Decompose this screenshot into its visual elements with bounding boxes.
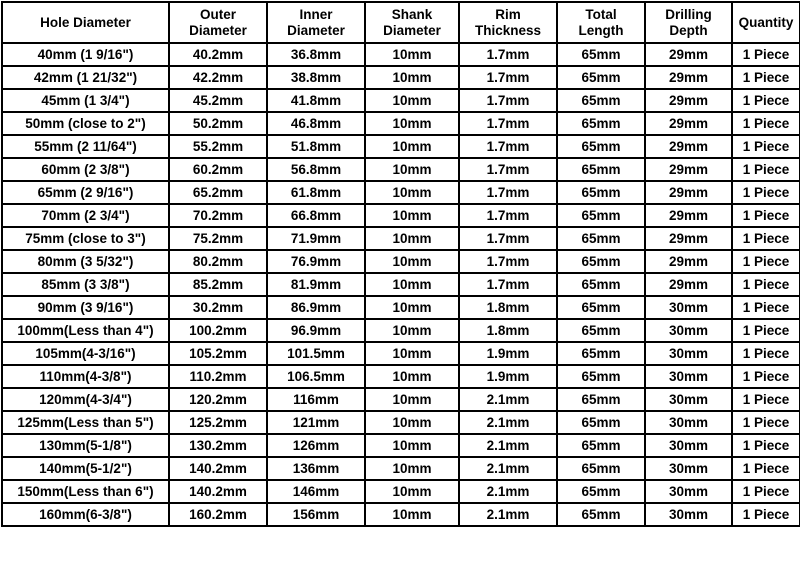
cell-total-length: 65mm (557, 365, 645, 388)
cell-shank-diameter: 10mm (365, 365, 459, 388)
cell-shank-diameter: 10mm (365, 204, 459, 227)
table-row (2, 365, 800, 388)
cell-hole-diameter: 90mm (3 9/16") (2, 296, 169, 319)
cell-drilling-depth: 29mm (645, 158, 732, 181)
header-rim-thickness: Rim Thickness (459, 2, 557, 43)
cell-total-length: 65mm (557, 273, 645, 296)
cell-drilling-depth: 29mm (645, 89, 732, 112)
cell-hole-diameter: 42mm (1 21/32") (2, 66, 169, 89)
header-row (2, 2, 800, 43)
cell-drilling-depth: 30mm (645, 319, 732, 342)
cell-total-length: 65mm (557, 388, 645, 411)
cell-outer-diameter: 75.2mm (169, 227, 267, 250)
cell-shank-diameter: 10mm (365, 296, 459, 319)
table-row (2, 411, 800, 434)
cell-shank-diameter: 10mm (365, 43, 459, 66)
cell-hole-diameter: 55mm (2 11/64") (2, 135, 169, 158)
table-row (2, 181, 800, 204)
cell-hole-diameter: 45mm (1 3/4") (2, 89, 169, 112)
cell-drilling-depth: 29mm (645, 66, 732, 89)
cell-shank-diameter: 10mm (365, 411, 459, 434)
cell-drilling-depth: 30mm (645, 388, 732, 411)
cell-shank-diameter: 10mm (365, 250, 459, 273)
cell-hole-diameter: 130mm(5-1/8") (2, 434, 169, 457)
cell-outer-diameter: 80.2mm (169, 250, 267, 273)
table-row (2, 388, 800, 411)
cell-drilling-depth: 30mm (645, 296, 732, 319)
cell-quantity: 1 Piece (732, 227, 800, 250)
table-row (2, 503, 800, 526)
cell-drilling-depth: 30mm (645, 457, 732, 480)
cell-inner-diameter: 136mm (267, 457, 365, 480)
cell-rim-thickness: 1.7mm (459, 204, 557, 227)
cell-outer-diameter: 100.2mm (169, 319, 267, 342)
cell-total-length: 65mm (557, 227, 645, 250)
cell-quantity: 1 Piece (732, 319, 800, 342)
cell-hole-diameter: 120mm(4-3/4") (2, 388, 169, 411)
cell-outer-diameter: 40.2mm (169, 43, 267, 66)
cell-outer-diameter: 110.2mm (169, 365, 267, 388)
table-row (2, 250, 800, 273)
cell-rim-thickness: 1.7mm (459, 89, 557, 112)
cell-inner-diameter: 81.9mm (267, 273, 365, 296)
cell-drilling-depth: 29mm (645, 250, 732, 273)
cell-quantity: 1 Piece (732, 296, 800, 319)
cell-rim-thickness: 2.1mm (459, 411, 557, 434)
cell-drilling-depth: 29mm (645, 204, 732, 227)
header-total-length: Total Length (557, 2, 645, 43)
table-row (2, 43, 800, 66)
table-row (2, 273, 800, 296)
cell-rim-thickness: 1.7mm (459, 181, 557, 204)
cell-shank-diameter: 10mm (365, 112, 459, 135)
cell-quantity: 1 Piece (732, 204, 800, 227)
cell-outer-diameter: 55.2mm (169, 135, 267, 158)
cell-quantity: 1 Piece (732, 112, 800, 135)
cell-shank-diameter: 10mm (365, 227, 459, 250)
cell-outer-diameter: 45.2mm (169, 89, 267, 112)
cell-hole-diameter: 85mm (3 3/8") (2, 273, 169, 296)
cell-drilling-depth: 30mm (645, 503, 732, 526)
cell-rim-thickness: 1.7mm (459, 158, 557, 181)
cell-outer-diameter: 160.2mm (169, 503, 267, 526)
table-row (2, 112, 800, 135)
cell-total-length: 65mm (557, 503, 645, 526)
cell-inner-diameter: 86.9mm (267, 296, 365, 319)
cell-inner-diameter: 51.8mm (267, 135, 365, 158)
cell-drilling-depth: 30mm (645, 342, 732, 365)
cell-rim-thickness: 2.1mm (459, 434, 557, 457)
cell-quantity: 1 Piece (732, 411, 800, 434)
cell-outer-diameter: 65.2mm (169, 181, 267, 204)
table-row (2, 89, 800, 112)
cell-total-length: 65mm (557, 112, 645, 135)
cell-quantity: 1 Piece (732, 250, 800, 273)
cell-rim-thickness: 2.1mm (459, 388, 557, 411)
cell-hole-diameter: 125mm(Less than 5") (2, 411, 169, 434)
cell-shank-diameter: 10mm (365, 503, 459, 526)
cell-inner-diameter: 146mm (267, 480, 365, 503)
cell-hole-diameter: 110mm(4-3/8") (2, 365, 169, 388)
cell-outer-diameter: 50.2mm (169, 112, 267, 135)
cell-shank-diameter: 10mm (365, 342, 459, 365)
cell-inner-diameter: 61.8mm (267, 181, 365, 204)
table-row (2, 457, 800, 480)
cell-drilling-depth: 29mm (645, 135, 732, 158)
cell-rim-thickness: 1.7mm (459, 135, 557, 158)
cell-drilling-depth: 30mm (645, 434, 732, 457)
cell-drilling-depth: 29mm (645, 181, 732, 204)
cell-outer-diameter: 125.2mm (169, 411, 267, 434)
cell-inner-diameter: 106.5mm (267, 365, 365, 388)
cell-hole-diameter: 140mm(5-1/2") (2, 457, 169, 480)
cell-rim-thickness: 1.7mm (459, 43, 557, 66)
cell-outer-diameter: 140.2mm (169, 480, 267, 503)
cell-drilling-depth: 30mm (645, 411, 732, 434)
cell-total-length: 65mm (557, 411, 645, 434)
cell-inner-diameter: 96.9mm (267, 319, 365, 342)
cell-quantity: 1 Piece (732, 66, 800, 89)
cell-total-length: 65mm (557, 434, 645, 457)
header-shank-diameter: Shank Diameter (365, 2, 459, 43)
table-row (2, 342, 800, 365)
cell-hole-diameter: 100mm(Less than 4") (2, 319, 169, 342)
cell-outer-diameter: 85.2mm (169, 273, 267, 296)
table-header (2, 2, 800, 43)
cell-hole-diameter: 160mm(6-3/8") (2, 503, 169, 526)
cell-inner-diameter: 156mm (267, 503, 365, 526)
cell-quantity: 1 Piece (732, 181, 800, 204)
cell-inner-diameter: 71.9mm (267, 227, 365, 250)
cell-shank-diameter: 10mm (365, 457, 459, 480)
header-quantity: Quantity (732, 2, 800, 43)
cell-shank-diameter: 10mm (365, 158, 459, 181)
table-row (2, 135, 800, 158)
cell-quantity: 1 Piece (732, 434, 800, 457)
cell-rim-thickness: 1.9mm (459, 365, 557, 388)
cell-quantity: 1 Piece (732, 273, 800, 296)
cell-inner-diameter: 36.8mm (267, 43, 365, 66)
cell-total-length: 65mm (557, 43, 645, 66)
cell-drilling-depth: 30mm (645, 480, 732, 503)
cell-rim-thickness: 1.7mm (459, 250, 557, 273)
table-row (2, 66, 800, 89)
cell-outer-diameter: 60.2mm (169, 158, 267, 181)
cell-quantity: 1 Piece (732, 365, 800, 388)
cell-rim-thickness: 1.7mm (459, 227, 557, 250)
header-hole-diameter: Hole Diameter (2, 2, 169, 43)
cell-quantity: 1 Piece (732, 503, 800, 526)
cell-quantity: 1 Piece (732, 135, 800, 158)
cell-drilling-depth: 29mm (645, 227, 732, 250)
cell-drilling-depth: 29mm (645, 43, 732, 66)
cell-drilling-depth: 30mm (645, 365, 732, 388)
cell-hole-diameter: 65mm (2 9/16") (2, 181, 169, 204)
cell-shank-diameter: 10mm (365, 66, 459, 89)
table-row (2, 227, 800, 250)
cell-shank-diameter: 10mm (365, 388, 459, 411)
cell-shank-diameter: 10mm (365, 480, 459, 503)
cell-total-length: 65mm (557, 342, 645, 365)
cell-hole-diameter: 70mm (2 3/4") (2, 204, 169, 227)
cell-shank-diameter: 10mm (365, 181, 459, 204)
cell-inner-diameter: 101.5mm (267, 342, 365, 365)
cell-hole-diameter: 150mm(Less than 6") (2, 480, 169, 503)
cell-shank-diameter: 10mm (365, 89, 459, 112)
cell-rim-thickness: 1.7mm (459, 112, 557, 135)
header-drilling-depth: Drilling Depth (645, 2, 732, 43)
cell-inner-diameter: 46.8mm (267, 112, 365, 135)
cell-total-length: 65mm (557, 296, 645, 319)
cell-inner-diameter: 38.8mm (267, 66, 365, 89)
cell-quantity: 1 Piece (732, 342, 800, 365)
cell-inner-diameter: 66.8mm (267, 204, 365, 227)
table-row (2, 480, 800, 503)
header-inner-diameter: Inner Diameter (267, 2, 365, 43)
cell-total-length: 65mm (557, 319, 645, 342)
cell-outer-diameter: 70.2mm (169, 204, 267, 227)
cell-quantity: 1 Piece (732, 480, 800, 503)
table-row (2, 296, 800, 319)
cell-quantity: 1 Piece (732, 89, 800, 112)
cell-rim-thickness: 2.1mm (459, 503, 557, 526)
cell-rim-thickness: 2.1mm (459, 480, 557, 503)
table-body (2, 43, 800, 526)
table-row (2, 158, 800, 181)
cell-rim-thickness: 1.7mm (459, 66, 557, 89)
cell-total-length: 65mm (557, 135, 645, 158)
cell-rim-thickness: 1.7mm (459, 273, 557, 296)
cell-shank-diameter: 10mm (365, 434, 459, 457)
spec-table (1, 1, 800, 527)
cell-quantity: 1 Piece (732, 457, 800, 480)
cell-hole-diameter: 40mm (1 9/16") (2, 43, 169, 66)
cell-outer-diameter: 30.2mm (169, 296, 267, 319)
cell-total-length: 65mm (557, 457, 645, 480)
cell-outer-diameter: 105.2mm (169, 342, 267, 365)
table-row (2, 319, 800, 342)
cell-quantity: 1 Piece (732, 388, 800, 411)
cell-total-length: 65mm (557, 480, 645, 503)
header-outer-diameter: Outer Diameter (169, 2, 267, 43)
cell-shank-diameter: 10mm (365, 273, 459, 296)
cell-outer-diameter: 130.2mm (169, 434, 267, 457)
table-row (2, 434, 800, 457)
cell-total-length: 65mm (557, 204, 645, 227)
cell-drilling-depth: 29mm (645, 273, 732, 296)
table-row (2, 204, 800, 227)
cell-total-length: 65mm (557, 66, 645, 89)
cell-hole-diameter: 105mm(4-3/16") (2, 342, 169, 365)
cell-quantity: 1 Piece (732, 43, 800, 66)
cell-inner-diameter: 41.8mm (267, 89, 365, 112)
cell-hole-diameter: 80mm (3 5/32") (2, 250, 169, 273)
cell-total-length: 65mm (557, 158, 645, 181)
cell-hole-diameter: 75mm (close to 3") (2, 227, 169, 250)
cell-rim-thickness: 1.8mm (459, 319, 557, 342)
cell-outer-diameter: 42.2mm (169, 66, 267, 89)
cell-inner-diameter: 56.8mm (267, 158, 365, 181)
cell-total-length: 65mm (557, 181, 645, 204)
cell-inner-diameter: 116mm (267, 388, 365, 411)
cell-hole-diameter: 60mm (2 3/8") (2, 158, 169, 181)
cell-quantity: 1 Piece (732, 158, 800, 181)
cell-inner-diameter: 126mm (267, 434, 365, 457)
cell-rim-thickness: 1.9mm (459, 342, 557, 365)
cell-hole-diameter: 50mm (close to 2") (2, 112, 169, 135)
cell-outer-diameter: 140.2mm (169, 457, 267, 480)
cell-rim-thickness: 2.1mm (459, 457, 557, 480)
cell-total-length: 65mm (557, 89, 645, 112)
cell-inner-diameter: 121mm (267, 411, 365, 434)
cell-outer-diameter: 120.2mm (169, 388, 267, 411)
cell-total-length: 65mm (557, 250, 645, 273)
cell-shank-diameter: 10mm (365, 319, 459, 342)
cell-shank-diameter: 10mm (365, 135, 459, 158)
cell-drilling-depth: 29mm (645, 112, 732, 135)
cell-inner-diameter: 76.9mm (267, 250, 365, 273)
cell-rim-thickness: 1.8mm (459, 296, 557, 319)
